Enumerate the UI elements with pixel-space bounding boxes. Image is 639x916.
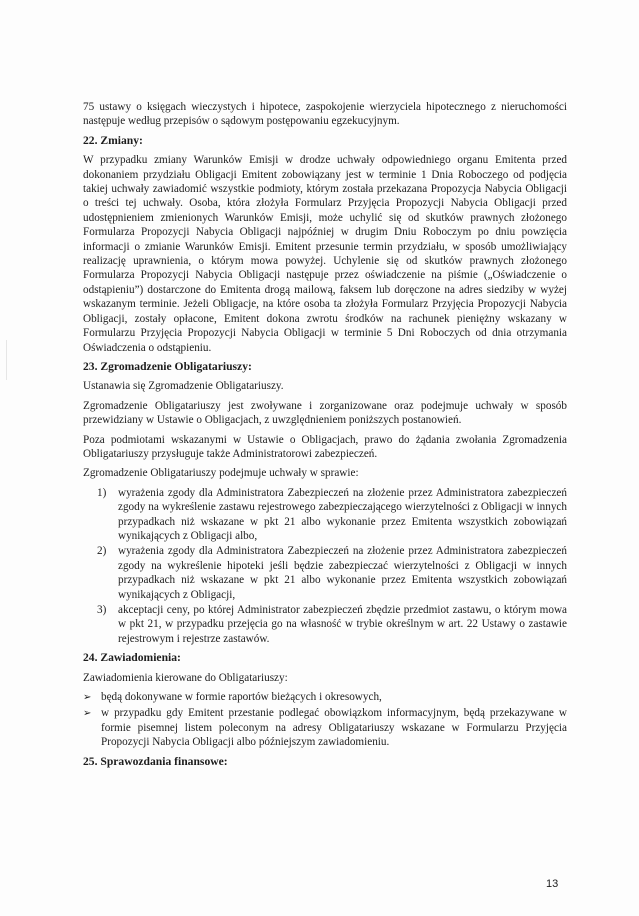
list-item-text: będą dokonywane w formie raportów bieżących i okresowych, <box>101 691 382 704</box>
section-24-paragraph: Zawiadomienia kierowane do Obligatariuszy: <box>83 671 288 684</box>
list-item-number: 3) <box>97 604 107 616</box>
section-22-heading: 22. Zmiany: <box>83 133 143 147</box>
section-24-list <box>83 690 567 750</box>
list-item <box>83 486 567 544</box>
section-23-heading: 23. Zgromadzenie Obligatariuszy: <box>83 359 252 373</box>
section-24-heading: 24. Zawiadomienia: <box>83 651 181 665</box>
list-item-number: 1) <box>97 486 107 499</box>
section-23-paragraph-4: Zgromadzenie Obligatariuszy podejmuje uchwały w sprawie: <box>83 467 359 480</box>
scan-artifact <box>6 340 7 380</box>
section-23-paragraph-1: Ustanawia się Zgromadzenie Obligatariuszy. <box>83 380 284 393</box>
section-22-paragraph: W przypadku zmiany Warunków Emisji w drodze uchwały odpowiedniego organu Emitenta przed dokonaniem przydziału Obligacji Emitent zobowiązany jest w terminie 1 Dnia Roboczego od podjęcia takiej uchwały zawiadomić wszystkie podmioty, którym została przekazana Propozycja Nabycia Obligacji o treści tej uchwały. Osoba, która złożyła Formularz Przyjęcia Propozycji Nabycia Obligacji przed udostępnieniem zmienionych Warunków Emisji, może uchylić się od skutków prawnych złożonego Formularza Propozycji Nabycia Obligacji najpóźniej w drugim Dniu Roboczym po dniu powzięcia informacji o zmianie Warunków Emisji. Emitent przesunie termin przydziału, w sposób umożliwiający realizację uprawnienia, o którym mowa powyżej. Uchylenie się od skutków prawnych złożonego Formularza Propozycji Nabycia Obligacji następuje przez oświadczenie na piśmie („Oświadczenie o odstąpieniu”) dostarczone do Emitenta drogą mailową, faksem lub doręczone na adres siedziby w wyżej wskazanym terminie. Jeżeli Obligacje, na które osoba ta złożyła Formularz Przyjęcia Propozycji Nabycia Obligacji, zostały opłacone, Emitent dokona zwrotu środków na rachunek pieniężny wskazany w Formularzu Przyjęcia Propozycji Nabycia Obligacji w terminie 5 Dni Roboczych od dnia otrzymania Oświadczenia o odstąpieniu. <box>83 154 567 354</box>
list-item-text: akceptacji ceny, po której Administrator zabezpieczeń zbędzie przedmiot zastawu, o którym mowa w pkt 21, w przypadku przejęcia go na własność w trybie określnym w art. 22 Ustawy o zastawie rejestrowym i rejestrze zastawów. <box>118 604 567 645</box>
list-item <box>83 706 567 749</box>
intro-paragraph: 75 ustawy o księgach wieczystych i hipotece, zaspokojenie wierzyciela hipotecznego z nieruchomości następuje według przepisów o sądowym postępowaniu egzekucyjnym. <box>83 101 567 128</box>
arrow-bullet-icon: ➢ <box>83 692 92 704</box>
page-number: 13 <box>546 878 559 890</box>
list-item-text: w przypadku gdy Emitent przestanie podlegać obowiązkom informacyjnym, będą przekazywane w formie pisemnej listem poleconym na adresy Obligatariuszy wskazane w Formularzu Przyjęcia Propozycji Nabycia Obligacji albo późniejszym zawiadomieniu. <box>101 707 567 749</box>
list-item-number: 2) <box>97 545 107 558</box>
section-23-list <box>83 486 567 646</box>
list-item-text: wyrażenia zgody dla Administratora Zabezpieczeń na złożenie przez Administratora zabezpieczeń zgody na wykreślenie hipoteki jeśli będzie zabezpieczać wierzytelności z Obligacji w innych przypadkach niż wskazane w pkt 21 albo wykonanie przez Emitenta wszystkich zobowiązań wynikających z Obligacji, <box>118 545 567 601</box>
list-item <box>83 690 567 705</box>
list-item-text: wyrażenia zgody dla Administratora Zabezpieczeń na złożenie przez Administratora zabezpieczeń zgody na wykreślenie zastawu rejestrowego zabezpieczającego wierzytelności z Obligacji w innych przypadkach niż wskazane w pkt 21 albo wykonanie przez Emitenta wszystkich zobowiązań wynikających z Obligacji albo, <box>118 486 567 542</box>
page-content <box>83 100 567 774</box>
list-item <box>83 544 567 602</box>
list-item <box>83 603 567 646</box>
arrow-bullet-icon: ➢ <box>83 708 92 720</box>
section-23-paragraph-2: Zgromadzenie Obligatariuszy jest zwoływane i zorganizowane oraz podejmuje uchwały w sposób przewidziany w Ustawie o Obligacjach, z uwzględnieniem poniższych postanowień. <box>83 399 567 427</box>
section-23-paragraph-3: Poza podmiotami wskazanymi w Ustawie o Obligacjach, prawo do żądania zwołania Zgromadzenia Obligatariuszy przysługuje także Administratorowi zabezpieczeń. <box>83 433 567 460</box>
section-25-heading: 25. Sprawozdania finansowe: <box>83 754 228 768</box>
